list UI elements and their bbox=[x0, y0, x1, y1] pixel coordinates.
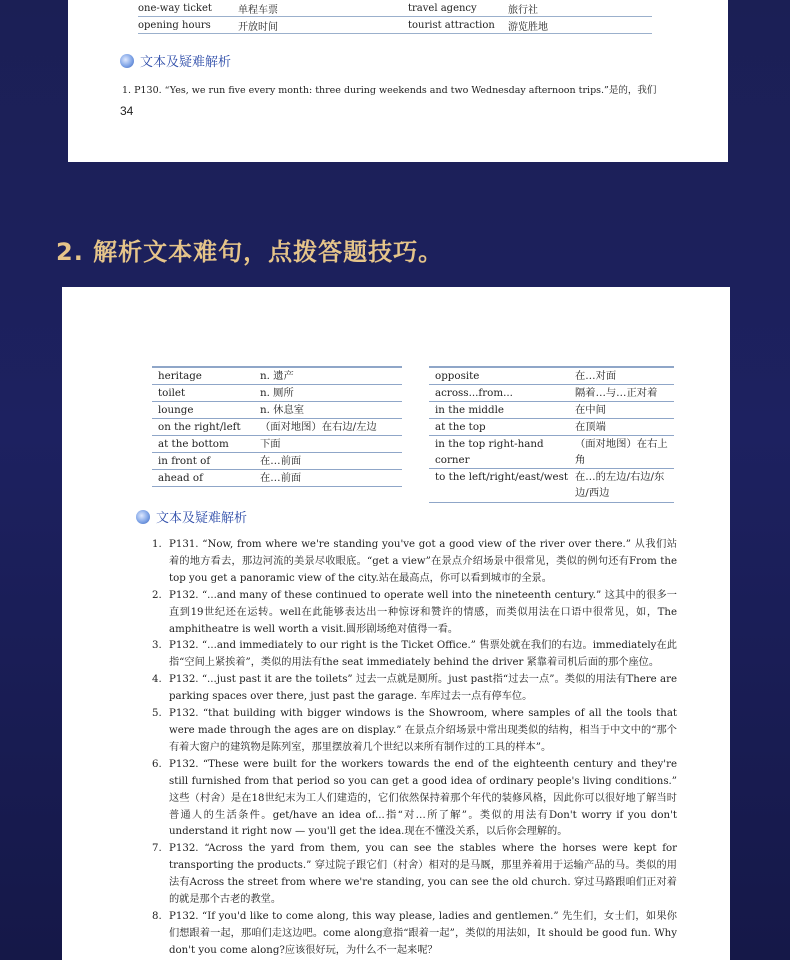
vocab-term: opposite bbox=[435, 370, 480, 382]
vocab-cell: travel agency bbox=[408, 2, 477, 14]
vocab-meaning: n. 遗产 bbox=[260, 370, 294, 382]
vocab-term: at the top bbox=[435, 421, 486, 433]
note-item bbox=[152, 638, 677, 672]
note-text: P132. “that building with bigger windows is the Showroom, where samples of all the tools that were made through the ages are on display.” 在景点介绍场景中常出现类似的结构，相当于中文中的“那个有着大窗户的建筑物是陈列室，那里摆放着几个世纪以来所有制作过的工具的样本”。 bbox=[169, 708, 677, 753]
vocab-meaning: （面对地图）在右上角 bbox=[575, 438, 668, 466]
note-item bbox=[152, 909, 677, 960]
vocab-row bbox=[429, 469, 674, 503]
note-number: 6. bbox=[152, 758, 162, 770]
vocab-row bbox=[152, 419, 402, 436]
vocab-row bbox=[152, 453, 402, 470]
vocab-row bbox=[152, 436, 402, 453]
note-number: 5. bbox=[152, 708, 162, 720]
vocab-term: to the left/right/east/west bbox=[435, 471, 569, 483]
note-number: 8. bbox=[152, 910, 162, 922]
vocab-term: in front of bbox=[158, 455, 211, 467]
note-number: 7. bbox=[152, 843, 162, 855]
vocab-meaning: （面对地图）在右边/左边 bbox=[260, 421, 377, 433]
vocab-left-column bbox=[152, 366, 402, 503]
top-section-title: 文本及疑难解析 bbox=[140, 55, 232, 70]
vocab-meaning: 在中间 bbox=[575, 404, 606, 416]
vocab-row bbox=[152, 385, 402, 402]
vocab-term: in the middle bbox=[435, 404, 504, 416]
main-section-heading bbox=[136, 507, 247, 526]
note-item bbox=[152, 757, 677, 842]
vocab-cell: opening hours bbox=[138, 19, 211, 31]
vocab-table bbox=[152, 366, 674, 503]
vocab-row bbox=[429, 419, 674, 436]
bullet-icon bbox=[120, 54, 134, 68]
note-text: P131. “Now, from where we're standing you've got a good view of the river over there.” 从我们站着的地方看去，那边河流的美景尽收眼底。“get a view”在景点介绍场景中很常见，类似的例句还有From the top you get a panoramic view of the city.站在最高点，你可以看到城市的全景。 bbox=[169, 539, 677, 584]
vocab-row bbox=[152, 366, 402, 385]
note-text: P132. “These were built for the workers towards the end of the eighteenth century and they're still furnished from that period so you can get a good idea of ordinary people's living conditions.” 这些（村舍）是在18世纪末为工人们建造的，它们依然保持着那个年代的装修风格，因此你可以很好地了解当时普通人的生活条件。get/have an idea of...指“对…所了解”。类似的用法有Don't worry if you don't understand it right now — you'll get the idea.现在不懂没关系，以后你会理解的。 bbox=[169, 758, 677, 838]
vocab-term: across...from... bbox=[435, 387, 513, 399]
vocab-meaning: 下面 bbox=[260, 438, 281, 450]
top-note-text: 1. P130. “Yes, we run five every month: three during weekends and two Wednesday afternoon trips.”是的，我们 bbox=[122, 85, 657, 96]
vocab-row bbox=[138, 17, 652, 34]
bullet-icon bbox=[136, 510, 150, 524]
vocab-term: heritage bbox=[158, 370, 202, 382]
note-item bbox=[152, 706, 677, 757]
vocab-meaning: 在顶端 bbox=[575, 421, 606, 433]
vocab-meaning: 在…前面 bbox=[260, 455, 302, 467]
vocab-meaning: 在…对面 bbox=[575, 370, 617, 382]
vocab-term: toilet bbox=[158, 387, 186, 399]
page-number: 34 bbox=[120, 104, 134, 118]
vocab-row bbox=[429, 366, 674, 385]
note-number: 3. bbox=[152, 640, 162, 652]
main-section-title: 文本及疑难解析 bbox=[156, 511, 248, 526]
notes-list bbox=[152, 537, 677, 960]
main-page bbox=[62, 287, 730, 960]
note-text: P132. “If you'd like to come along, this way please, ladies and gentlemen.” 先生们，女士们，如果你们想跟着一起，那咱们走这边吧。come along意指“跟着一起”，类似的用法如，It should be good fun. Why don't you come along?应该很好玩，为什么不一起来呢？ bbox=[169, 910, 677, 956]
vocab-term: on the right/left bbox=[158, 421, 241, 433]
vocab-row bbox=[429, 402, 674, 419]
vocab-row bbox=[429, 385, 674, 402]
note-number: 4. bbox=[152, 674, 162, 686]
vocab-meaning: 在…前面 bbox=[260, 472, 302, 484]
note-item bbox=[152, 588, 677, 639]
vocab-meaning: n. 厕所 bbox=[260, 387, 294, 399]
vocab-cell: 开放时间 bbox=[238, 21, 278, 33]
vocab-term: ahead of bbox=[158, 472, 203, 484]
vocab-right-column bbox=[429, 366, 674, 503]
vocab-cell: 旅行社 bbox=[508, 4, 538, 16]
vocab-row bbox=[429, 436, 674, 469]
vocab-cell: 单程车票 bbox=[238, 4, 278, 16]
note-number: 2. bbox=[152, 589, 162, 601]
note-text: P132. “...and immediately to our right is the Ticket Office.” 售票处就在我们的右边。immediately在此指“空间上紧挨着”，类似的用法有the seat immediately behind the driver 紧靠着司机后面的那个座位。 bbox=[169, 640, 677, 669]
note-text: P132. “...and many of these continued to operate well into the nineteenth century.” 这其中的很多一直到19世纪还在运转。well在此能够表达出一种惊讶和赞许的情感，而类似用法在口语中很常见，如，The amphitheatre is well worth a visit.圆形剧场绝对值得一看。 bbox=[169, 589, 677, 635]
note-item bbox=[152, 672, 677, 706]
vocab-row bbox=[152, 470, 402, 487]
vocab-term: in the top right-hand corner bbox=[435, 438, 544, 466]
note-text: P132. “...just past it are the toilets” 过去一点就是厕所。just past指“过去一点”。类似的用法有There are parking spaces over there, just past the garage. 车库过去一点有停车位。 bbox=[169, 674, 677, 703]
vocab-cell: tourist attraction bbox=[408, 19, 495, 31]
top-page-fragment bbox=[68, 0, 728, 162]
vocab-cell: 游览胜地 bbox=[508, 21, 548, 33]
vocab-row bbox=[138, 0, 652, 17]
note-text: P132. “Across the yard from them, you can see the stables where the horses were kept for transporting the products.” 穿过院子跟它们（村舍）相对的是马厩，那里养着用于运输产品的马。类似的用法有Across the street from where we're standing, you can see the old church. 穿过马路跟咱们正对着的就是那个古老的教堂。 bbox=[169, 843, 677, 906]
note-item bbox=[152, 537, 677, 588]
vocab-term: at the bottom bbox=[158, 438, 229, 450]
vocab-meaning: 在…的左边/右边/东边/西边 bbox=[575, 471, 665, 499]
vocab-meaning: 隔着…与…正对着 bbox=[575, 387, 658, 399]
vocab-term: lounge bbox=[158, 404, 194, 416]
note-number: 1. bbox=[152, 539, 162, 550]
top-section-heading bbox=[120, 51, 231, 70]
vocab-meaning: n. 休息室 bbox=[260, 404, 305, 416]
top-vocab-table bbox=[138, 0, 652, 34]
note-item bbox=[152, 841, 677, 909]
vocab-row bbox=[152, 402, 402, 419]
vocab-cell: one-way ticket bbox=[138, 2, 212, 14]
headline: 2. 解析文本难句，点拨答题技巧。 bbox=[56, 238, 444, 266]
